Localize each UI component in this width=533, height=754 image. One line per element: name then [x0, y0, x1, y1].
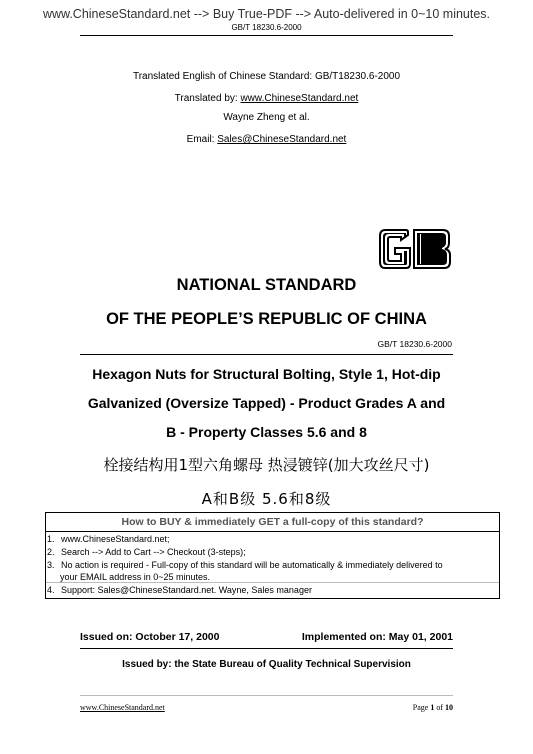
translator-name: Wayne Zheng et al.: [223, 112, 310, 123]
footer-site-link[interactable]: www.ChineseStandard.net: [80, 703, 165, 712]
buy-step: [46, 560, 443, 570]
top-banner: www.ChineseStandard.net --> Buy True-PDF --> Auto-delivered in 0~10 minutes.: [42, 7, 491, 21]
english-title-line-1: Hexagon Nuts for Structural Bolting, Style 1, Hot-dip: [92, 366, 441, 382]
email-label: Email:: [186, 134, 218, 145]
email-line: [0, 134, 533, 145]
translated-line: Translated English of Chinese Standard: GB/T18230.6-2000: [132, 71, 401, 82]
step-text: No action is required - Full-copy of this standard will be automatically & immediately delivered to: [61, 560, 443, 570]
page-indicator: [300, 703, 453, 712]
translated-by-line: [0, 93, 533, 104]
implemented-on-date: Implemented on: May 01, 2001: [301, 631, 453, 643]
translated-by-label: Translated by:: [174, 93, 241, 104]
step-number: 3.: [47, 560, 55, 570]
issued-on-date: Issued on: October 17, 2000: [80, 631, 220, 643]
document-number: GB/T 18230.6-2000: [377, 339, 452, 349]
translator-site-link[interactable]: www.ChineseStandard.net: [240, 93, 359, 104]
buy-step: [46, 534, 170, 544]
header-divider: [80, 35, 453, 36]
buy-step: [46, 547, 246, 557]
email-link[interactable]: Sales@ChineseStandard.net: [217, 134, 347, 145]
step-text: www.ChineseStandard.net;: [61, 534, 170, 544]
buy-step-continuation: [60, 572, 210, 582]
buy-instructions-box: [45, 512, 500, 599]
english-title-line-3: B - Property Classes 5.6 and 8: [166, 424, 367, 440]
total-pages-number: 10: [445, 703, 453, 712]
dates-divider: [80, 648, 453, 649]
header-doc-code: GB/T 18230.6-2000: [231, 23, 302, 32]
step-text: your EMAIL address in 0~25 minutes.: [60, 572, 210, 582]
step-number: 2.: [47, 547, 55, 557]
chinese-title-line-2: A和B级 5.6和8级: [201, 490, 332, 508]
page-separator: of: [434, 703, 445, 712]
footer-divider: [80, 695, 453, 696]
buy-step: [46, 585, 312, 595]
buy-box-divider: [46, 531, 499, 532]
english-title-line-2: Galvanized (Oversize Tapped) - Product Grades A and: [87, 395, 446, 411]
chinese-title-line-1: 栓接结构用1型六角螺母 热浸镀锌(加大攻丝尺寸): [103, 456, 430, 474]
step-text: Search --> Add to Cart --> Checkout (3-steps);: [61, 547, 246, 557]
page-prefix: Page: [412, 703, 431, 712]
step-text: Support: Sales@ChineseStandard.net. Wayne, Sales manager: [61, 585, 312, 595]
national-standard-heading: NATIONAL STANDARD: [176, 276, 357, 294]
gb-logo-icon: [377, 228, 452, 270]
buy-heading: How to BUY & immediately GET a full-copy of this standard?: [121, 516, 424, 528]
step-number: 1.: [47, 534, 55, 544]
title-divider: [80, 354, 453, 355]
issued-by-line: Issued by: the State Bureau of Quality Technical Supervision: [122, 659, 411, 670]
step-number: 4.: [47, 585, 55, 595]
buy-step-divider: [46, 582, 499, 583]
current-page-number: 1: [430, 703, 435, 712]
country-heading: OF THE PEOPLE’S REPUBLIC OF CHINA: [106, 310, 427, 328]
